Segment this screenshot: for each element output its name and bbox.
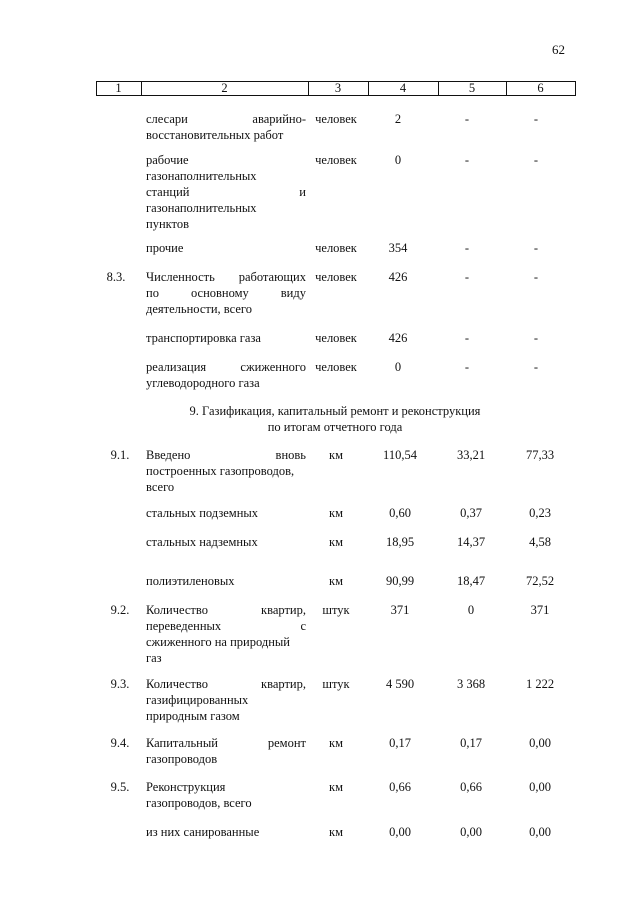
row-value-6: - — [533, 360, 539, 374]
row-unit: штук — [322, 677, 350, 691]
description-line: Количество квартир, — [146, 677, 306, 691]
row-unit: человек — [315, 331, 357, 345]
row-value-5: - — [464, 331, 470, 345]
description-line: стальных надземных — [146, 535, 258, 549]
row-value-6: 1 222 — [525, 677, 555, 691]
row-unit: км — [329, 825, 343, 839]
description-line: полиэтиленовых — [146, 574, 235, 588]
row-value-6: - — [533, 153, 539, 167]
row-value-5: - — [464, 270, 470, 284]
row-description — [146, 505, 306, 521]
row-value-5: 3 368 — [456, 677, 486, 691]
header-divider — [575, 81, 576, 96]
header-col-2: 2 — [221, 81, 228, 95]
row-value-4: 354 — [388, 241, 408, 255]
description-line: слесари аварийно- — [146, 112, 306, 126]
row-value-4: 0 — [394, 360, 402, 374]
row-value-6: - — [533, 270, 539, 284]
row-value-6: 4,58 — [529, 535, 551, 549]
row-number: 9.3. — [110, 677, 130, 691]
header-col-5: 5 — [468, 81, 476, 95]
page-number: 62 — [552, 42, 565, 57]
description-line: транспортировка газа — [146, 331, 261, 345]
row-description — [146, 359, 306, 391]
row-unit: человек — [315, 270, 357, 284]
row-description — [146, 111, 306, 143]
row-description — [146, 824, 306, 840]
row-value-6: 0,00 — [529, 736, 551, 750]
row-description — [146, 447, 306, 495]
row-unit: человек — [315, 360, 357, 374]
row-value-6: 72,52 — [525, 574, 555, 588]
row-number: 9.1. — [110, 448, 130, 462]
description-line: всего — [146, 480, 175, 494]
description-line: газонаполнительных — [146, 201, 257, 215]
row-number: 9.2. — [110, 603, 130, 617]
description-line: Введено вновь — [146, 448, 306, 462]
row-value-5: - — [464, 112, 470, 126]
row-value-4: 0,17 — [389, 736, 411, 750]
description-line: углеводородного газа — [146, 376, 260, 390]
header-col-4: 4 — [399, 81, 407, 95]
description-line: сжиженного на природный — [146, 635, 290, 649]
row-value-4: 371 — [390, 603, 410, 617]
row-description — [146, 330, 306, 346]
row-unit: км — [329, 736, 343, 750]
row-value-4: 2 — [394, 112, 402, 126]
description-line: Количество квартир, — [146, 603, 306, 617]
row-value-4: 0,00 — [389, 825, 411, 839]
table-header — [96, 81, 576, 96]
row-description — [146, 735, 306, 767]
description-line: стальных подземных — [146, 506, 259, 520]
row-value-5: 0,37 — [460, 506, 482, 520]
row-value-5: 0,00 — [460, 825, 482, 839]
description-line: построенных газопроводов, — [146, 464, 295, 478]
description-line: переведенных с — [146, 619, 306, 633]
row-value-4: 0,60 — [389, 506, 411, 520]
row-number: 8.3. — [106, 270, 126, 284]
row-value-6: 77,33 — [525, 448, 555, 462]
description-line: реализация сжиженного — [146, 360, 306, 374]
row-value-5: 14,37 — [456, 535, 486, 549]
description-line: станций и — [146, 185, 306, 199]
row-value-6: - — [533, 112, 539, 126]
row-unit: км — [329, 506, 343, 520]
section-title: 9. Газификация, капитальный ремонт и реконструкция — [189, 404, 481, 418]
row-unit: км — [329, 574, 343, 588]
row-description — [146, 534, 306, 550]
row-unit: человек — [315, 112, 357, 126]
section-subtitle: по итогам отчетного года — [267, 420, 403, 434]
description-line: газопроводов — [146, 752, 218, 766]
row-value-6: - — [533, 331, 539, 345]
row-value-5: 0,66 — [460, 780, 482, 794]
description-line: природным газом — [146, 709, 240, 723]
row-value-4: 4 590 — [385, 677, 415, 691]
row-description — [146, 602, 306, 666]
row-value-5: 0 — [467, 603, 475, 617]
row-value-5: - — [464, 153, 470, 167]
description-line: из них санированные — [146, 825, 260, 839]
description-line: восстановительных работ — [146, 128, 284, 142]
description-line: газопроводов, всего — [146, 796, 252, 810]
row-unit: км — [329, 448, 343, 462]
description-line: газонаполнительных — [146, 169, 257, 183]
description-line: деятельности, всего — [146, 302, 252, 316]
row-value-5: 0,17 — [460, 736, 482, 750]
row-description — [146, 269, 306, 317]
row-description — [146, 152, 306, 232]
row-unit: км — [329, 780, 343, 794]
row-value-4: 0 — [394, 153, 402, 167]
row-value-5: 18,47 — [456, 574, 486, 588]
row-value-4: 0,66 — [389, 780, 411, 794]
description-line: газ — [146, 651, 162, 665]
row-number: 9.5. — [110, 780, 130, 794]
row-number: 9.4. — [110, 736, 130, 750]
row-unit: человек — [315, 241, 357, 255]
description-line: Капитальный ремонт — [146, 736, 306, 750]
description-line: Численность работающих — [146, 270, 306, 284]
row-unit: человек — [315, 153, 357, 167]
row-value-5: 33,21 — [456, 448, 486, 462]
row-value-4: 426 — [388, 270, 408, 284]
description-line: пунктов — [146, 217, 189, 231]
header-col-6: 6 — [537, 81, 544, 95]
row-value-4: 18,95 — [385, 535, 415, 549]
row-value-4: 110,54 — [383, 448, 417, 462]
row-description — [146, 676, 306, 724]
row-description — [146, 573, 306, 589]
row-description — [146, 240, 306, 256]
description-line: по основному виду — [146, 286, 306, 300]
row-description — [146, 779, 306, 811]
row-value-6: 371 — [530, 603, 550, 617]
row-value-5: - — [464, 360, 470, 374]
row-value-6: 0,00 — [529, 825, 551, 839]
description-line: Реконструкция — [146, 780, 226, 794]
description-line: прочие — [146, 241, 184, 255]
row-value-5: - — [464, 241, 470, 255]
row-value-6: 0,00 — [529, 780, 551, 794]
row-unit: км — [329, 535, 343, 549]
row-value-4: 90,99 — [385, 574, 415, 588]
row-value-4: 426 — [388, 331, 408, 345]
row-value-6: 0,23 — [529, 506, 551, 520]
row-unit: штук — [322, 603, 350, 617]
description-line: газифицированных — [146, 693, 249, 707]
description-line: рабочие — [146, 153, 189, 167]
header-col-3: 3 — [334, 81, 342, 95]
header-col-1: 1 — [115, 81, 122, 95]
row-value-6: - — [533, 241, 539, 255]
